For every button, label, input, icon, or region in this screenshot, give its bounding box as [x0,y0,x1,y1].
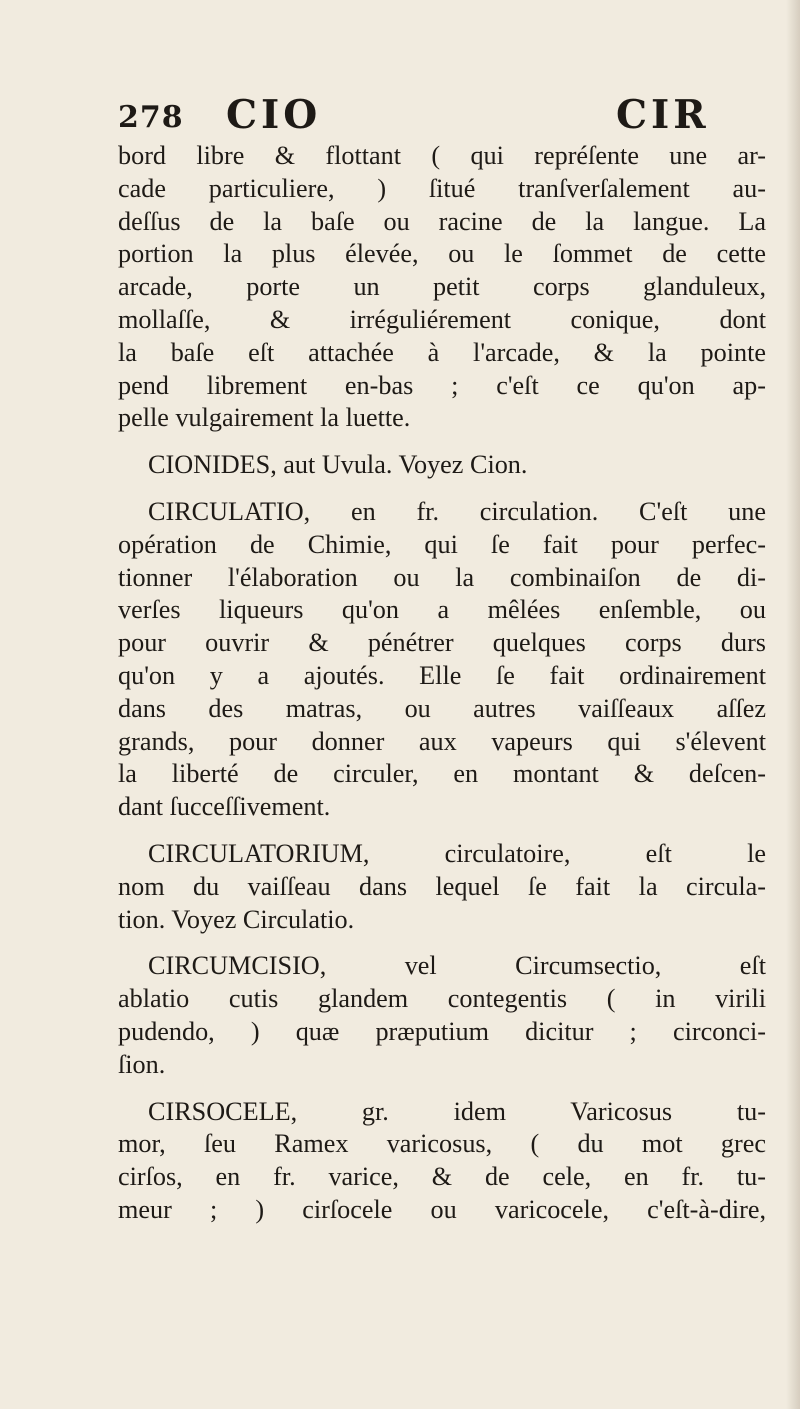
text-line: mor, ſeu Ramex varicosus, ( du mot grec [118,1129,766,1159]
text-line: cirſos, en fr. varice, & de cele, en fr. tu- [118,1162,766,1192]
page-number: 278 [118,100,184,135]
text-line: CIRSOCELE, gr. idem Varicosus tu- [148,1096,766,1126]
text-line: nom du vaiſſeau dans lequel ſe fait la circula- [118,871,766,901]
header-left-word: CIO [226,92,322,138]
body-text [118,140,766,1227]
entry-circulatorium [118,838,766,936]
text-line: CIRCUMCISIO, vel Circumsectio, eſt [148,951,766,981]
entry-cirsocele [118,1096,766,1227]
text-line: deſſus de la baſe ou racine de la langue. La [118,206,766,236]
text-line: pudendo, ) quæ præputium dicitur ; circonci- [118,1016,766,1046]
text-line: dant ſucceſſivement. [118,792,331,822]
text-line: bord libre & flottant ( qui repréſente une ar- [118,141,766,170]
entry-circumcisio [118,950,766,1081]
text-line: arcade, porte un petit corps glanduleux, [118,272,766,302]
text-line: dans des matras, ou autres vaiſſeaux aſſez [118,693,766,723]
text-line: opération de Chimie, qui ſe fait pour perfec- [118,529,766,559]
text-line: tion. Voyez Circulatio. [118,904,355,934]
entry-cionides [118,449,766,482]
text-line: portion la plus élevée, ou le ſommet de cette [118,239,766,269]
paragraph-continuation [118,140,766,435]
text-line: tionner l'élaboration ou la combinaiſon de di- [118,562,766,592]
text-line: ablatio cutis glandem contegentis ( in virili [118,984,766,1014]
text-line: grands, pour donner aux vapeurs qui s'élevent [118,726,766,756]
text-line: verſes liqueurs qu'on a mêlées enſemble, ou [118,595,766,625]
text-line: mollaſſe, & irréguliérement conique, dont [118,304,766,334]
book-page [118,92,766,1227]
text-line: la liberté de circuler, en montant & deſcen- [118,759,766,789]
text-line: CIRCULATORIUM, circulatoire, eſt le [148,838,766,868]
text-line: pour ouvrir & pénétrer quelques corps durs [118,628,766,658]
text-line: CIONIDES, aut Uvula. Voyez Cion. [148,450,528,480]
entry-circulatio [118,496,766,824]
text-line: cade particuliere, ) ſitué tranſverſalement au- [118,173,766,203]
text-line: pelle vulgairement la luette. [118,403,411,433]
text-line: la baſe eſt attachée à l'arcade, & la pointe [118,337,766,367]
text-line: CIRCULATIO, en fr. circulation. C'eſt une [148,496,766,526]
text-line: qu'on y a ajoutés. Elle ſe fait ordinairement [118,660,766,690]
text-line: ſion. [118,1049,166,1079]
text-line: pend librement en-bas ; c'eſt ce qu'on ap- [118,370,766,400]
text-line: meur ; ) cirſocele ou varicocele, c'eſt-à-dire, [118,1194,766,1224]
page-edge-shadow [786,0,800,1409]
header-right-word: CIR [616,92,710,138]
running-header [118,92,766,140]
